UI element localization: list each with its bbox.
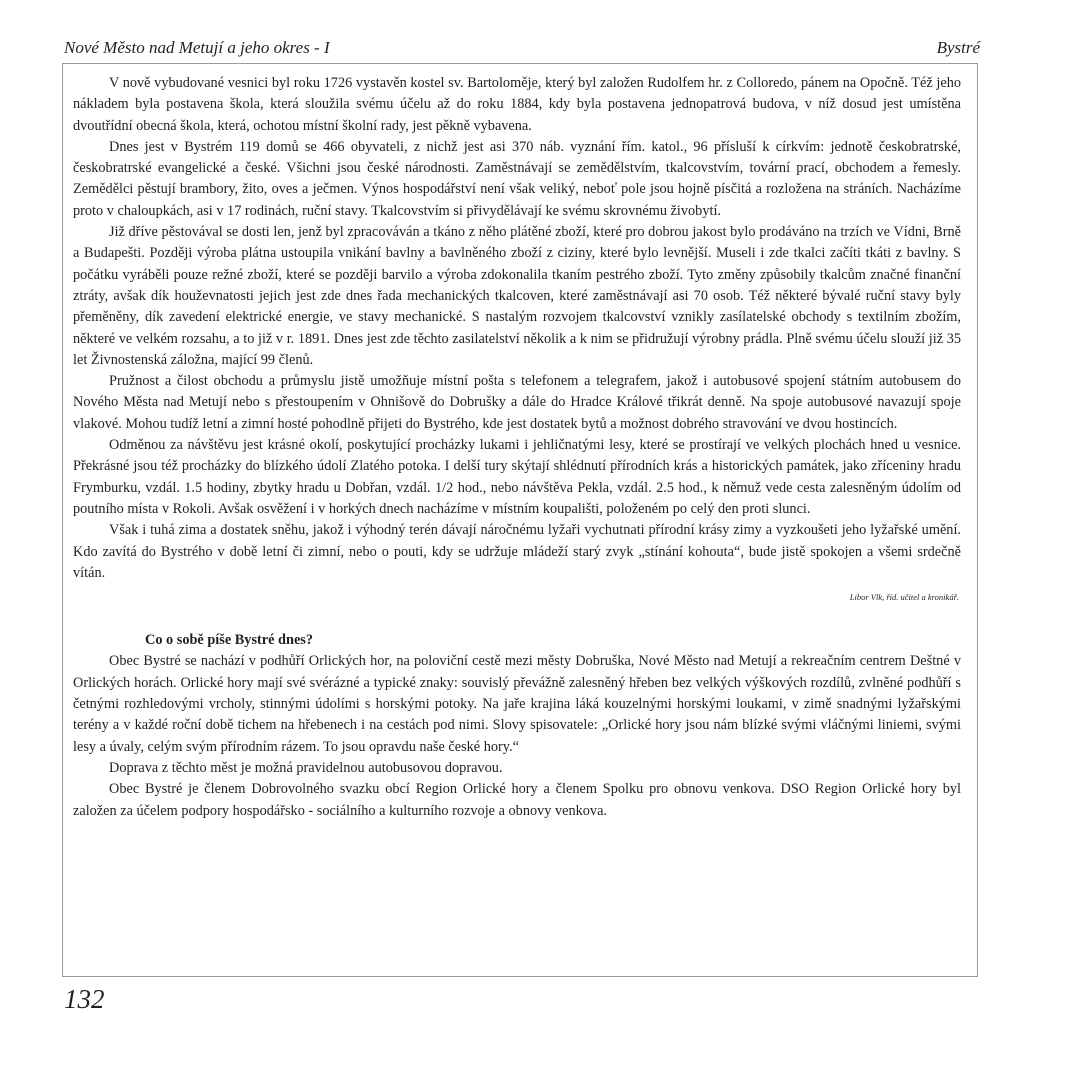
- paragraph-surroundings: Odměnou za návštěvu jest krásné okolí, poskytující procházky lukami i jehličnatými lesy, které se prostírají ve velkých plochách hned u vesnice. Překrásné jsou též procházky do blízkého údolí Zlatého potoka. I delší tury skýtají shlédnutí přírodních krás a historických památek, jako zříceniny hradu Frymburku, vzdál. 1.5 hodiny, zbytky hradu u Dobřan, vzdál. 1/2 hod., nebo návštěva Pekla, vzdál. 2.5 hod., k němuž vede cesta zalesněným údolím od poutního místa v Rokoli. Avšak osvěžení i v horkých dnech nacházíme v místním koupališti, položeném po celý den proti slunci.: [73, 437, 961, 517]
- paragraph-population: Dnes jest v Bystrém 119 domů se 466 obyvateli, z nichž jest asi 370 náb. vyznání řím. katol., 96 přísluší k církvím: jednotě českobratrské, českobratrské evangelické a české. Všichni jsou české národnosti. Zaměstnávají se zemědělstvím, tkalcovstvím, tovární prací, obchodem a řemesly. Zemědělci pěstují brambory, žito, oves a ječmen. Výnos hospodářství není však veliký, neboť pole jsou hojně písčitá a rozložena na stráních. Nacházíme proto v chaloupkách, asi v 17 rodinách, ruční stavy. Tkalcovstvím si přivydělávají ke svému skrovnému živobytí.: [73, 138, 961, 219]
- paragraph-membership: Obec Bystré je členem Dobrovolného svazku obcí Region Orlické hory a členem Spolku pro obnovu venkova. DSO Region Orlické hory byl založen za účelem podpory hospodářsko - sociálního a kulturního rozvoje a obnovy venkova.: [73, 781, 961, 819]
- paragraph-church-history: V nově vybudované vesnici byl roku 1726 vystavěn kostel sv. Bartoloměje, který byl založen Rudolfem hr. z Colloredo, pánem na Opočně. Též jeho nákladem byla postavena škola, která sloužila svému účelu až do roku 1884, kdy byla postavena jednopatrová budova, v níž dosud jest umístěna dvoutřídní obecná škola, která, ochotou místní školní rady, jest pěkně vybavena.: [73, 75, 961, 134]
- paragraph-weaving: Již dříve pěstovával se dosti len, jenž byl zpracováván a tkáno z něho plátěné zboží, které pro dobrou jakost bylo prodáváno na trzích ve Vídni, Brně a Budapešti. Později výroba plátna ustoupila vnikání bavlny a bavlněného zboží z ciziny, které bylo levnější. Museli i zde tkalci začíti tkáti z bavlny. S počátku vyráběli pouze režné zboží, které se později barvilo a výroba zdokonalila tkaním pestrého zboží. Tyto změny způsobily tkalcům značné finanční ztráty, avšak dík houževnatosti jejich jest zde dnes řada mechanických tkalcoven, které zaměstnávají asi 70 osob. Též některé bývalé ruční stavy byly přeměněny, dík zavedení elektrické energie, ve stavy mechanické. S nastalým rozvojem tkalcovství vznikly zasílatelské obchody s textilním zbožím, některé ve velkém rozsahu, a to již v r. 1891. Dnes jest zde těchto zasilatelství několik a k nim se přidružují výrobny prádla. Plně svému účelu slouží již 35 let Živnostenská záložna, mající 99 členů.: [73, 224, 961, 368]
- section-heading: Co o sobě píše Bystré dnes?: [145, 632, 313, 649]
- header-book-title: Nové Město nad Metují a jeho okres - I: [64, 38, 330, 57]
- header-chapter-title: Bystré: [936, 38, 980, 57]
- paragraph-winter: Však i tuhá zima a dostatek sněhu, jakož i výhodný terén dávají náročnému lyžaři vychutnati přírodní krásy zimy a vyzkoušeti jeho lyžařské umění. Kdo zavítá do Bystrého v době letní či zimní, nebo o pouti, kdy se udržuje mládeží starý zvyk „stínání kohouta“, bude jistě spokojen a všemi srdečně vítán.: [73, 522, 961, 581]
- page-number: 132: [64, 984, 105, 1014]
- page-content: [73, 73, 961, 822]
- paragraph-bus-transport: Doprava z těchto měst je možná pravidelnou autobusovou dopravou.: [109, 759, 503, 776]
- author-signature: Libor Vlk, říd. učitel a kronikář.: [849, 592, 959, 603]
- paragraph-location: Obec Bystré se nachází v podhůří Orlických hor, na poloviční cestě mezi městy Dobruška, Nové Město nad Metují a rekreačním centrem Deštné v Orlických horách. Orlické hory mají své svérázné a typické znaky: souvislý převážně zalesněný hřeben bez velkých výškových rozdílů, zvlněné podhůří s četnými rozhledovými vrcholy, stinnými údolími s horskými potoky. Na jaře krajina láká kouzelnými horskými loukami, v zimě snadnými lyžařskými terény a v každé roční době tichem na hřebenech i na cestách pod nimi. Slovy spisovatele: „Orlické hory jsou nám blízké svými vláčnými liniemi, svými lesy a úvaly, celým svým přírodním rázem. To jsou opravdu naše české hory.“: [73, 653, 961, 755]
- paragraph-transport: Pružnost a čilost obchodu a průmyslu jistě umožňuje místní pošta s telefonem a telegrafem, jakož i autobusové spojení státním autobusem do Nového Města nad Metují nebo s přestoupením v Ohnišově do Dobrušky a dále do Hradce Králové třikrát denně. Na spoje autobusové navazují spoje vlakové. Mohou tudíž letní a zimní hosté pohodlně přijeti do Bystrého, kde jest dostatek bytů a možnost dobrého stravování ve dvou hostincích.: [73, 373, 961, 432]
- section-spacer: [73, 604, 961, 630]
- running-header: [64, 38, 980, 60]
